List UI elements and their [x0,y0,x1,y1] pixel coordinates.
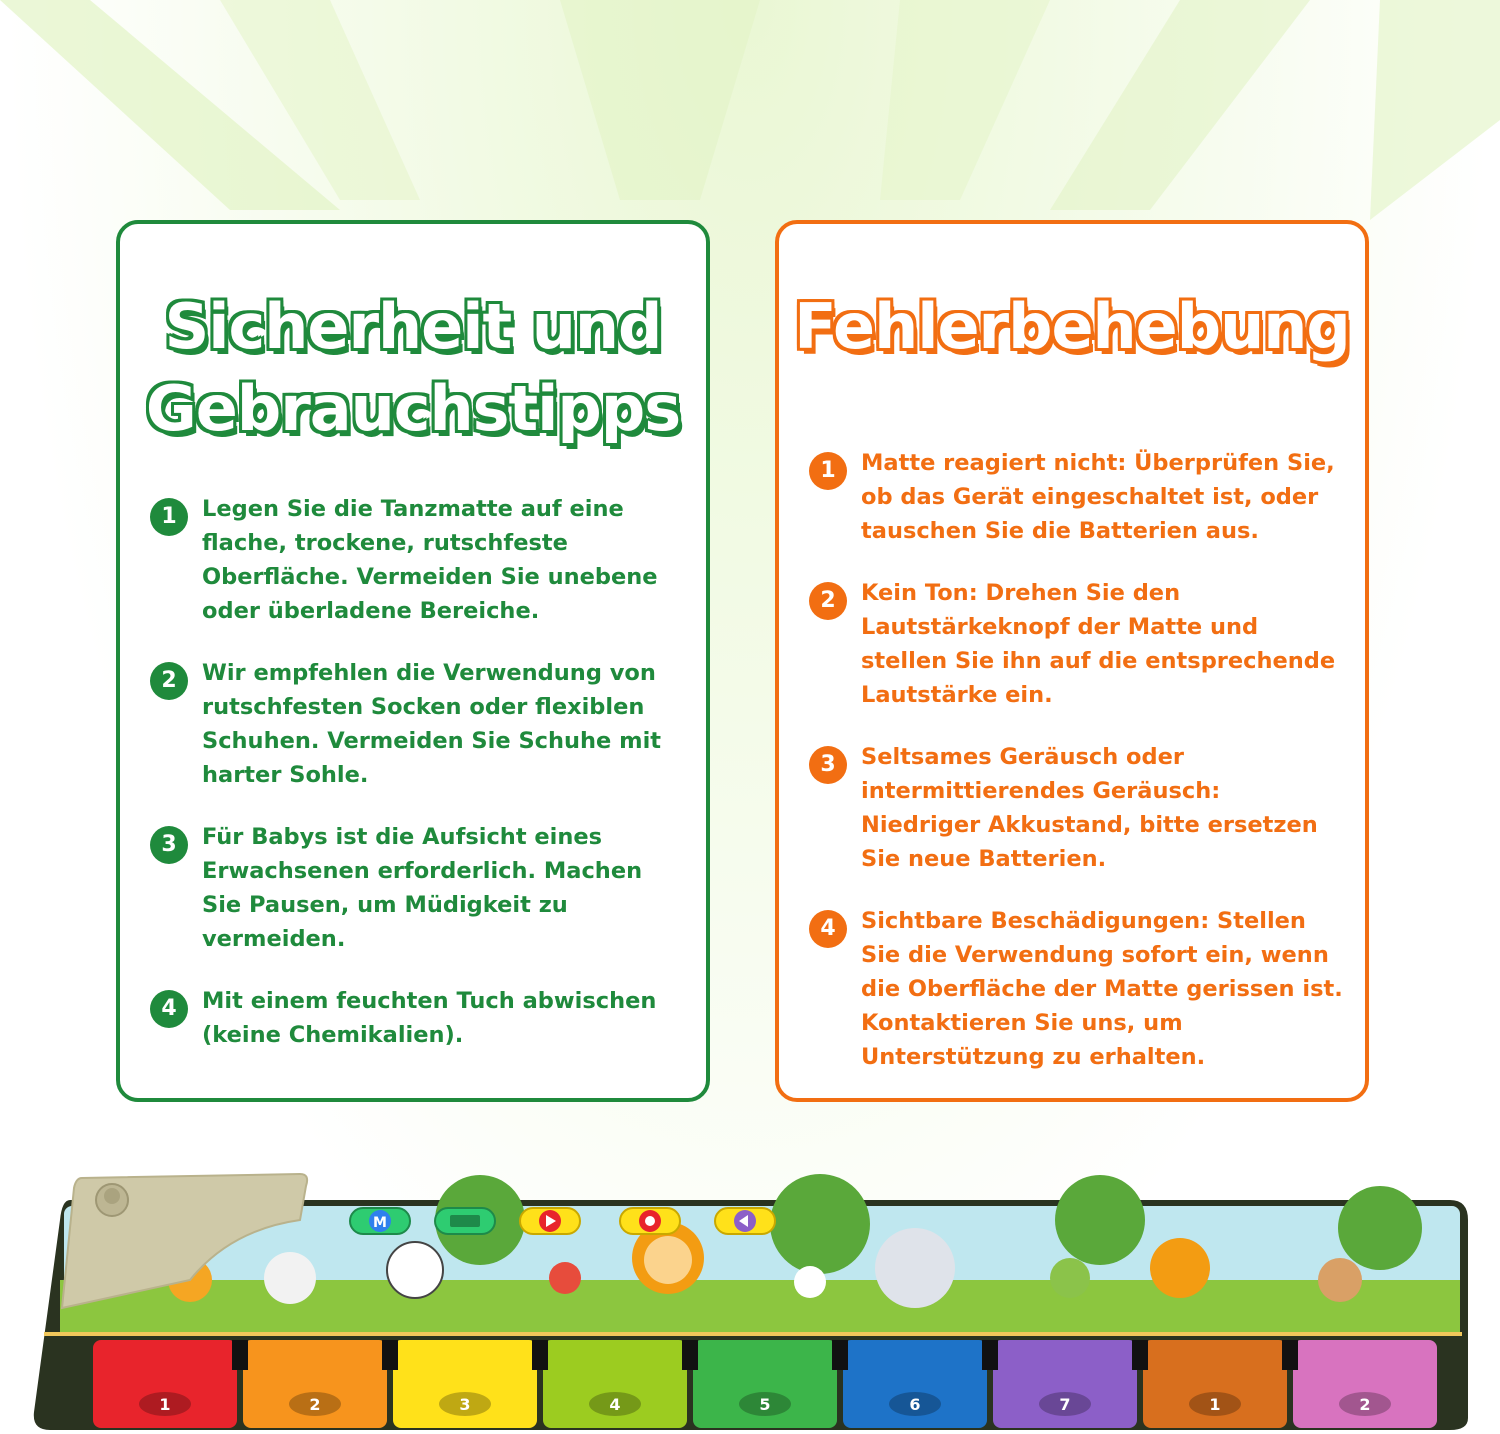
number-badge-icon: 1 [150,498,188,536]
number-badge-icon: 3 [150,826,188,864]
number-badge-icon: 2 [150,662,188,700]
safety-tip-item [150,492,686,628]
troubleshooting-tip-list [809,446,1345,1102]
piano-key-label: 2 [1359,1395,1371,1414]
safety-tip-item [150,984,686,1052]
safety-tip-item [150,820,686,956]
troubleshooting-title: Fehlerbehebung [794,290,1350,363]
number-badge-icon: 4 [809,910,847,948]
black-key [1132,1340,1148,1370]
music-button-icon [450,1215,480,1227]
safety-title-line2: Gebrauchstipps [145,372,681,445]
mode-button-label: M [373,1215,387,1231]
safety-tip-text: Wir empfehlen die Verwendung von rutschfesten Socken oder flexiblen Schuhen. Vermeiden Sie Schuhe mit harter Sohle. [202,660,662,788]
troubleshooting-tip-item [809,446,1345,548]
piano-key-label: 3 [459,1395,471,1414]
troubleshooting-tip-text: Sichtbare Beschädigungen: Stellen Sie die Verwendung sofort ein, wenn die Oberfläche der Matte gerissen ist. Kontaktieren Sie uns, um Unterstützung zu erhalten. [861,908,1343,1070]
safety-tip-list [150,492,686,1080]
black-key [832,1340,848,1370]
piano-key-label: 5 [759,1395,771,1414]
number-badge-icon: 2 [809,582,847,620]
black-key [232,1340,248,1370]
safety-tip-text: Legen Sie die Tanzmatte auf eine flache, trockene, rutschfeste Oberfläche. Vermeiden Sie unebene oder überladene Bereiche. [202,496,658,624]
keyboard-strip [44,1332,1462,1336]
troubleshooting-tip-text: Seltsames Geräusch oder intermittierendes Geräusch: Niedriger Akkustand, bitte ersetzen Sie neue Batterien. [861,744,1318,872]
safety-title [120,286,706,450]
safety-tip-text: Für Babys ist die Aufsicht eines Erwachsenen erforderlich. Machen Sie Pausen, um Müdigkeit zu vermeiden. [202,824,643,952]
black-key [982,1340,998,1370]
safety-tip-text: Mit einem feuchten Tuch abwischen (keine Chemikalien). [202,988,657,1048]
record-icon [645,1216,655,1226]
troubleshooting-card [775,220,1369,1102]
piano-key-label: 1 [1209,1395,1221,1414]
number-badge-icon: 3 [809,746,847,784]
black-key [682,1340,698,1370]
black-key [382,1340,398,1370]
number-badge-icon: 4 [150,990,188,1028]
safety-tips-card [116,220,710,1102]
piano-keys [93,1340,1437,1428]
number-badge-icon: 1 [809,452,847,490]
safety-title-line1: Sicherheit und [164,290,662,363]
piano-key-label: 1 [159,1395,171,1414]
black-key [532,1340,548,1370]
piano-key-label: 4 [609,1395,621,1414]
black-key [1282,1340,1298,1370]
safety-tip-item [150,656,686,792]
piano-key-label: 7 [1059,1395,1071,1414]
volume-knob-cap [104,1188,120,1204]
troubleshooting-tip-text: Kein Ton: Drehen Sie den Lautstärkeknopf der Matte und stellen Sie ihn auf die entsprechende Lautstärke ein. [861,580,1336,708]
piano-key-label: 6 [909,1395,921,1414]
troubleshooting-tip-text: Matte reagiert nicht: Überprüfen Sie, ob das Gerät eingeschaltet ist, oder tauschen Sie die Batterien aus. [861,450,1335,544]
troubleshooting-tip-item [809,740,1345,876]
troubleshooting-tip-item [809,904,1345,1074]
piano-key-label: 2 [309,1395,321,1414]
piano-dance-mat-image [0,1160,1500,1434]
troubleshooting-tip-item [809,576,1345,712]
